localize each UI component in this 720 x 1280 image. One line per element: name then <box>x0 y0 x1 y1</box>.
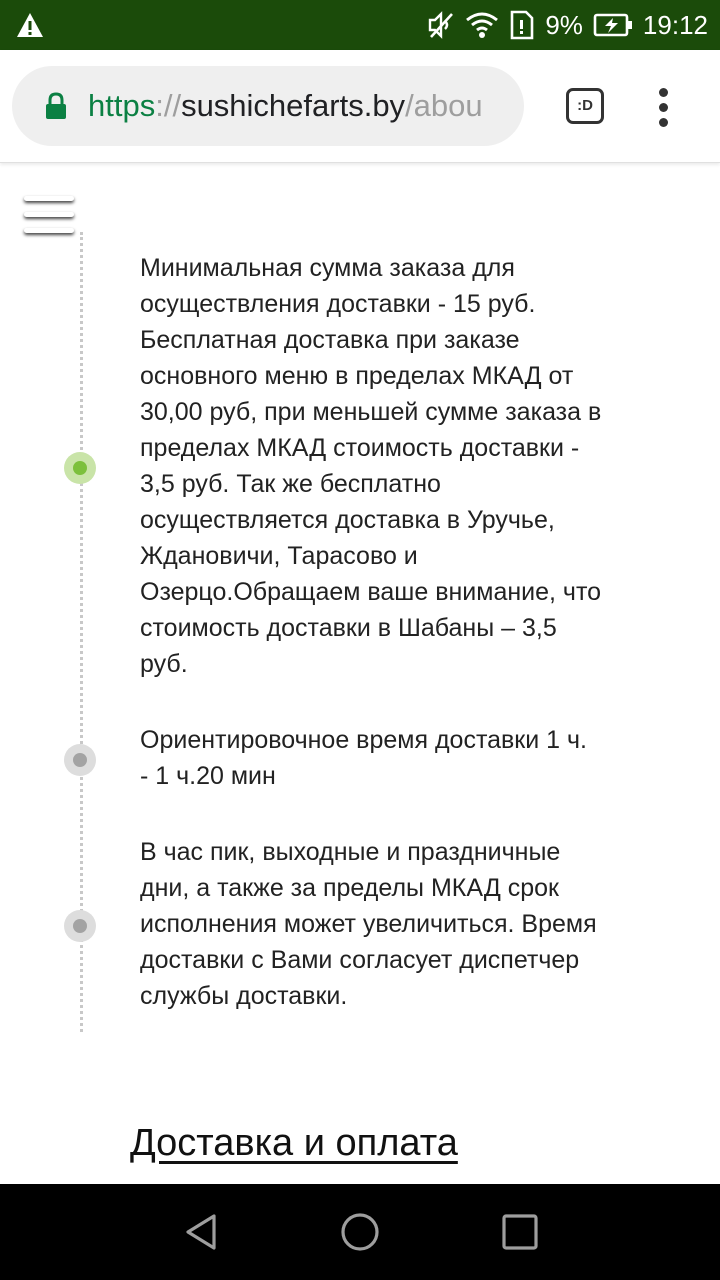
home-icon[interactable] <box>338 1210 382 1254</box>
battery-charging-icon <box>593 13 633 37</box>
address-bar[interactable] <box>12 66 524 146</box>
clock: 19:12 <box>642 9 708 40</box>
warning-icon <box>16 12 44 38</box>
url-separator: :// <box>155 88 182 123</box>
delivery-time-text: Ориентировочное время доставки 1 ч. - 1 ч.20 мин <box>140 726 587 790</box>
sim-icon <box>509 10 535 40</box>
lock-icon[interactable] <box>44 92 68 120</box>
browser-toolbar <box>0 50 720 163</box>
url-scheme: https <box>88 88 156 123</box>
timeline-dot-active <box>64 452 96 484</box>
delivery-peak-notice-text: В час пик, выходные и праздничные дни, а также за пределы МКАД срок исполнения может увеличиться. Время доставки с Вами согласует диспетчер службы доставки. <box>140 838 597 1010</box>
status-bar <box>0 0 720 50</box>
battery-percent: 9% <box>545 9 583 40</box>
navigation-bar <box>0 1184 720 1280</box>
wifi-icon <box>465 11 499 39</box>
url-text[interactable] <box>88 66 516 146</box>
recents-icon[interactable] <box>498 1210 542 1254</box>
hamburger-menu-icon[interactable] <box>24 194 76 240</box>
delivery-payment-heading-link[interactable]: Доставка и оплата <box>130 1122 458 1164</box>
tab-switcher-icon[interactable]: :D <box>566 88 604 124</box>
url-host: sushichefarts.by <box>181 88 406 123</box>
delivery-conditions-text: Минимальная сумма заказа для осуществления доставки - 15 руб. Бесплатная доставка при заказе основного меню в пределах МКАД от 30,00 руб, при меньшей сумме заказа в пределах МКАД стоимость доставки - 3,5 руб. Так же бесплатно осуществляется доставка в Уручье, Ждановичи, Тарасово и Озерцо.Обращаем ваше внимание, что стоимость доставки в Шабаны – 3,5 руб. <box>140 254 602 678</box>
back-icon[interactable] <box>180 1210 224 1254</box>
overflow-menu-icon[interactable] <box>652 88 676 128</box>
timeline-dot <box>64 910 96 942</box>
mute-icon <box>427 10 455 40</box>
timeline-dot <box>64 744 96 776</box>
url-path: /abou <box>405 88 483 123</box>
